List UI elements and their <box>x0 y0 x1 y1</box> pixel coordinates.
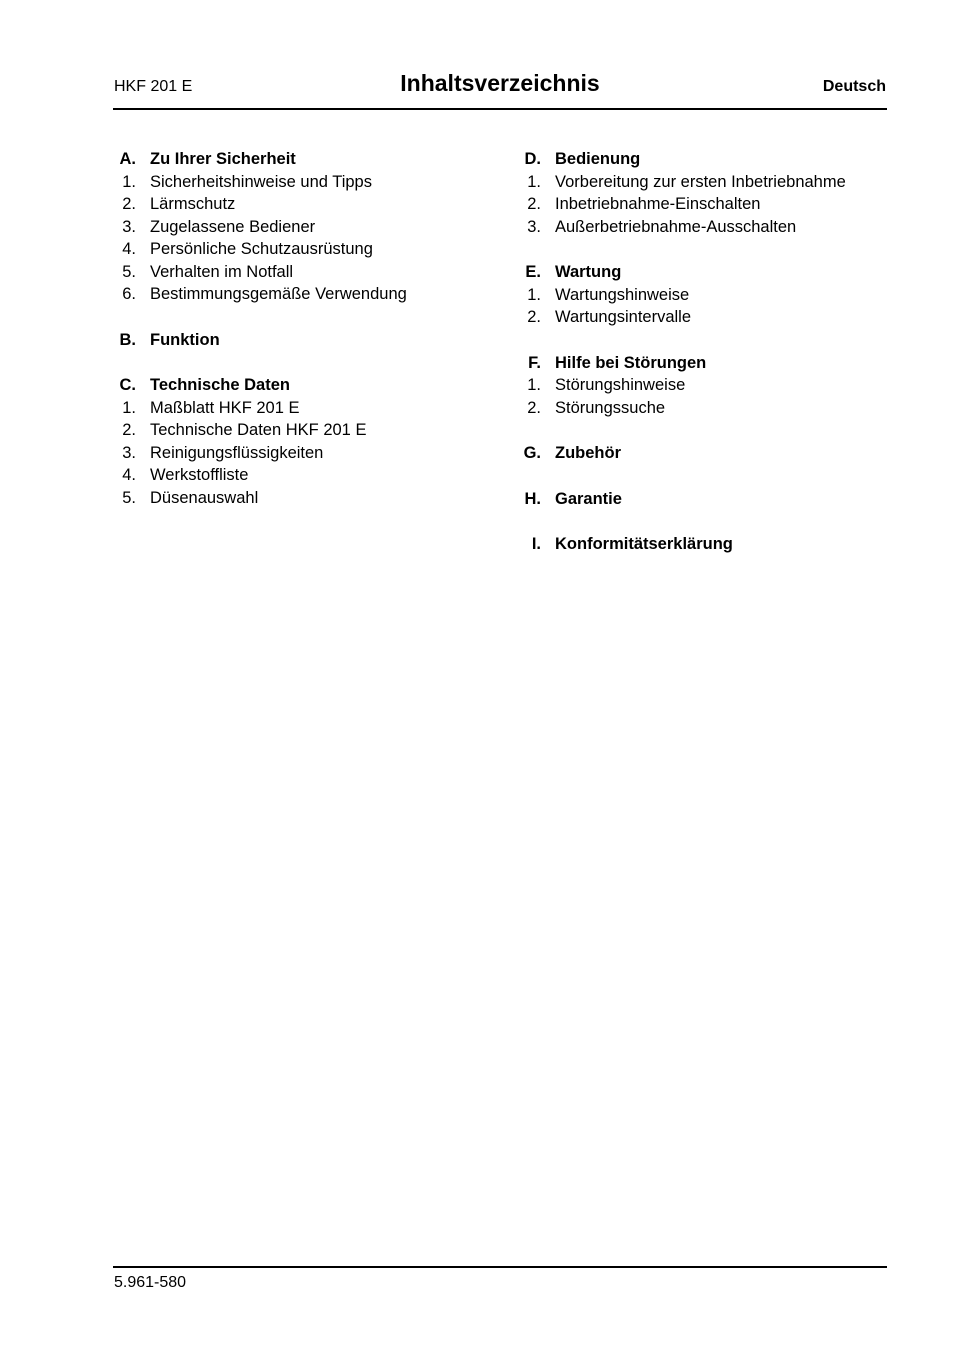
toc-section <box>518 261 898 329</box>
toc-section-letter: B. <box>119 330 136 349</box>
toc-section-title: Funktion <box>150 330 220 349</box>
toc-right-column <box>518 148 898 579</box>
toc-entry-text: Inbetriebnahme-Einschalten <box>555 195 761 213</box>
toc-section-title: Garantie <box>555 489 622 508</box>
toc-entry[interactable] <box>113 283 493 306</box>
page-title: Inhaltsverzeichnis <box>400 70 600 96</box>
toc-entry-text: Persönliche Schutzausrüstung <box>150 240 373 258</box>
toc-section-heading[interactable] <box>518 261 898 284</box>
toc-entry-text: Außerbetriebnahme-Ausschalten <box>555 217 797 236</box>
toc-entry-number: 4. <box>122 240 136 258</box>
toc-entry-number: 3. <box>527 217 541 236</box>
toc-entry-text: Technische Daten HKF 201 E <box>150 421 367 439</box>
toc-entry-text: Vorbereitung zur ersten Inbetriebnahme <box>555 172 846 191</box>
toc-entry[interactable] <box>518 216 898 239</box>
toc-left-column <box>113 148 493 532</box>
model-name: HKF 201 E <box>114 78 193 95</box>
toc-entry-number: 1. <box>122 398 136 417</box>
toc-entry[interactable] <box>518 284 898 307</box>
toc-section-heading[interactable] <box>518 148 898 171</box>
toc-entry-number: 1. <box>527 172 541 191</box>
toc-entry-text: Maßblatt HKF 201 E <box>150 398 300 417</box>
toc-section <box>113 374 493 509</box>
toc-section-letter: I. <box>531 535 541 553</box>
toc-section-heading[interactable] <box>518 442 898 465</box>
toc-section-heading[interactable] <box>113 329 493 352</box>
toc-section-letter: H. <box>524 489 541 508</box>
toc-section-heading[interactable] <box>518 533 898 556</box>
toc-entry-text: Wartungshinweise <box>555 285 690 304</box>
toc-entry-text: Düsenauswahl <box>150 488 259 507</box>
toc-entry-number: 2. <box>527 308 541 326</box>
toc-entry-text: Wartungsintervalle <box>555 308 692 326</box>
toc-section <box>518 442 898 465</box>
toc-entry[interactable] <box>113 487 493 510</box>
toc-entry-number: 5. <box>122 262 136 281</box>
toc-section <box>113 329 493 352</box>
toc-section-title: Bedienung <box>555 150 641 168</box>
toc-entry[interactable] <box>518 374 898 397</box>
toc-entry-number: 5. <box>122 488 136 507</box>
toc-section-title: Zubehör <box>555 444 621 462</box>
toc-section-heading[interactable] <box>113 148 493 171</box>
toc-entry-text: Lärmschutz <box>150 195 236 213</box>
toc-entry[interactable] <box>113 261 493 284</box>
toc-section <box>518 488 898 511</box>
toc-entry-number: 2. <box>527 398 541 417</box>
toc-entry[interactable] <box>113 442 493 465</box>
toc-entry-text: Sicherheitshinweise und Tipps <box>150 172 372 191</box>
language-label: Deutsch <box>822 78 886 95</box>
toc-entry-number: 1. <box>527 376 541 394</box>
toc-section-letter: A. <box>119 150 136 168</box>
toc-entry-text: Störungssuche <box>555 398 666 417</box>
toc-entry[interactable] <box>113 464 493 487</box>
toc-entry[interactable] <box>518 397 898 420</box>
toc-section-title: Wartung <box>555 263 622 281</box>
toc-entry[interactable] <box>113 193 493 216</box>
toc-section-letter: E. <box>525 263 541 281</box>
toc-section-title: Konformitätserklärung <box>555 535 733 553</box>
toc-section-heading[interactable] <box>518 488 898 511</box>
toc-section-letter: D. <box>524 150 541 168</box>
toc-section-letter: G. <box>523 444 541 462</box>
toc-entry-text: Störungshinweise <box>555 376 686 394</box>
toc-section-title: Hilfe bei Störungen <box>555 353 707 372</box>
toc-entry-number: 2. <box>527 195 541 213</box>
toc-entry-number: 3. <box>122 217 136 236</box>
toc-section-letter: F. <box>528 353 541 372</box>
toc-entry[interactable] <box>518 193 898 216</box>
toc-entry[interactable] <box>113 238 493 261</box>
page-header <box>113 62 887 110</box>
toc-entry[interactable] <box>518 171 898 194</box>
toc-section <box>518 533 898 556</box>
toc-section-title: Zu Ihrer Sicherheit <box>150 150 296 168</box>
document-number: 5.961-580 <box>114 1274 187 1291</box>
toc-entry[interactable] <box>113 171 493 194</box>
toc-entry-number: 6. <box>122 285 136 303</box>
toc-entry-number: 2. <box>122 195 136 213</box>
toc-entry-text: Bestimmungsgemäße Verwendung <box>150 285 407 303</box>
toc-section <box>518 352 898 420</box>
toc-entry-text: Reinigungsflüssigkeiten <box>150 443 324 462</box>
toc-entry[interactable] <box>113 216 493 239</box>
toc-entry-text: Werkstoffliste <box>150 466 249 484</box>
toc-entry-number: 2. <box>122 421 136 439</box>
toc-entry[interactable] <box>518 306 898 329</box>
toc-section-heading[interactable] <box>518 352 898 375</box>
toc-section <box>113 148 493 306</box>
page-footer <box>113 1266 887 1291</box>
toc-section-title: Technische Daten <box>150 376 290 394</box>
toc-entry-number: 3. <box>122 443 136 462</box>
toc-entry[interactable] <box>113 419 493 442</box>
toc-section-letter: C. <box>119 376 136 394</box>
toc-entry-number: 1. <box>122 172 136 191</box>
toc-entry-text: Zugelassene Bediener <box>150 217 316 236</box>
toc-entry[interactable] <box>113 397 493 420</box>
toc-entry-number: 1. <box>527 285 541 304</box>
toc-entry-text: Verhalten im Notfall <box>150 262 294 281</box>
toc-section-heading[interactable] <box>113 374 493 397</box>
toc-section <box>518 148 898 238</box>
toc-entry-number: 4. <box>122 466 136 484</box>
